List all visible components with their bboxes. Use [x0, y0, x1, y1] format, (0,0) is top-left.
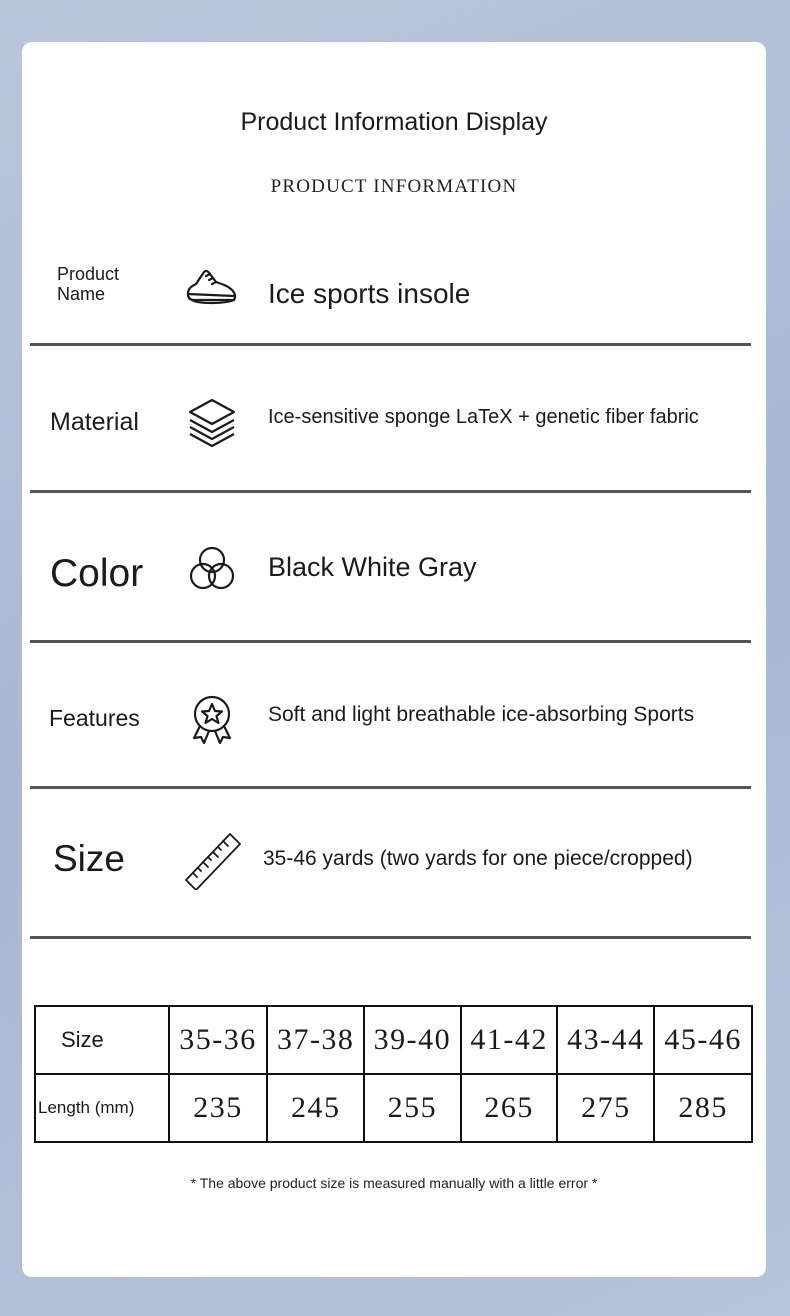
size-cell: 43-44 — [557, 1006, 654, 1074]
product-name-value: Ice sports insole — [268, 278, 471, 309]
product-name-label — [57, 264, 119, 304]
length-header-cell: Length (mm) — [35, 1074, 169, 1142]
layers-icon — [184, 394, 240, 450]
info-row-product-name — [30, 256, 751, 346]
size-table-row-lengths — [35, 1074, 752, 1142]
length-cell: 255 — [364, 1074, 461, 1142]
size-cell: 41-42 — [461, 1006, 558, 1074]
color-circles-icon — [184, 542, 240, 598]
ruler-icon — [184, 830, 242, 890]
color-value: Black White Gray — [268, 552, 477, 582]
size-table — [34, 1005, 753, 1143]
size-table-row-sizes — [35, 1006, 752, 1074]
info-row-size — [30, 822, 751, 942]
product-info-card — [22, 42, 766, 1277]
row-divider — [30, 936, 751, 939]
sneaker-icon — [184, 260, 240, 316]
length-cell: 235 — [169, 1074, 268, 1142]
size-header-cell: Size — [35, 1006, 169, 1074]
size-cell: 35-36 — [169, 1006, 268, 1074]
info-row-features — [30, 678, 751, 788]
size-label: Size — [53, 838, 125, 879]
product-name-label-line1: Product — [57, 264, 120, 284]
size-footnote: * The above product size is measured manually with a little error * — [190, 1175, 598, 1191]
material-value: Ice-sensitive sponge LaTeX + genetic fiber fabric — [268, 406, 699, 428]
page-subtitle: PRODUCT INFORMATION — [270, 176, 518, 197]
length-cell: 275 — [557, 1074, 654, 1142]
material-label: Material — [50, 408, 139, 436]
award-star-icon — [184, 692, 240, 748]
product-name-label-line2: Name — [57, 284, 106, 304]
length-cell: 265 — [461, 1074, 558, 1142]
length-cell: 285 — [654, 1074, 752, 1142]
length-cell: 245 — [267, 1074, 364, 1142]
size-value: 35-46 yards (two yards for one piece/cropped) — [263, 847, 693, 870]
features-value: Soft and light breathable ice-absorbing Sports — [268, 703, 695, 726]
info-row-material — [30, 382, 751, 492]
row-divider — [30, 343, 751, 346]
features-label: Features — [49, 705, 140, 731]
size-cell: 37-38 — [267, 1006, 364, 1074]
row-divider — [30, 490, 751, 493]
row-divider — [30, 640, 751, 643]
info-row-color — [30, 530, 751, 640]
size-cell: 45-46 — [654, 1006, 752, 1074]
size-cell: 39-40 — [364, 1006, 461, 1074]
page-title: Product Information Display — [240, 108, 548, 136]
color-label: Color — [50, 552, 144, 595]
row-divider — [30, 786, 751, 789]
